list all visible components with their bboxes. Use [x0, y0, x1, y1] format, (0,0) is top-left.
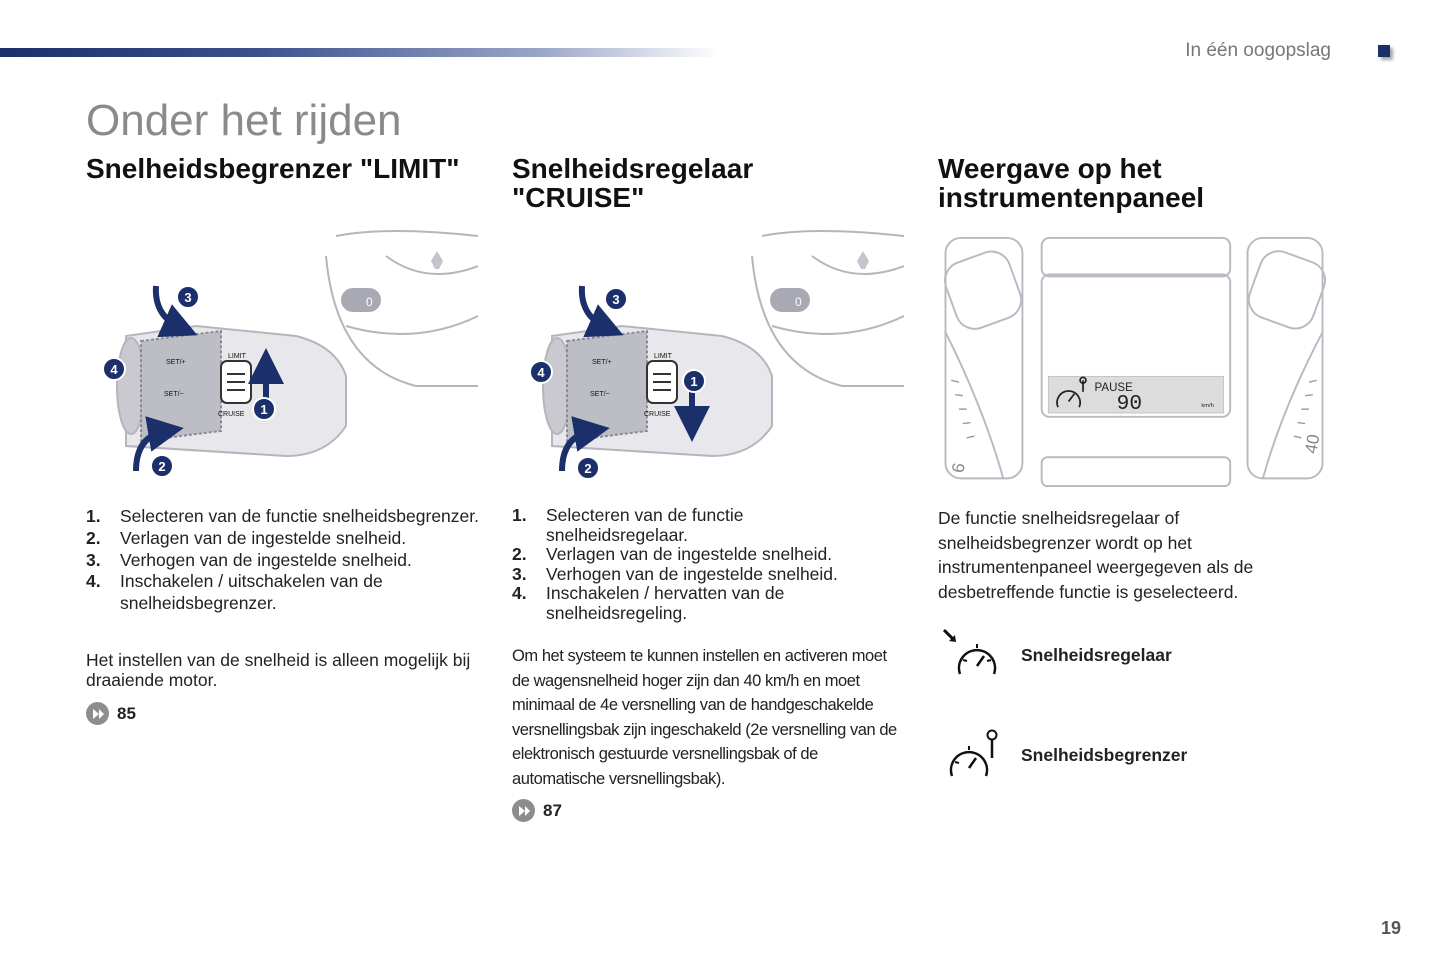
cruise-control-icon	[938, 626, 998, 684]
section-label: In één oogopslag	[1185, 40, 1331, 61]
list-item: 2. Verlagen van de ingestelde snelheid.	[86, 527, 407, 548]
cruise-page-reference[interactable]	[512, 799, 562, 822]
set-minus-label: SET/−	[590, 391, 610, 398]
cruise-column	[512, 153, 907, 820]
list-item: 1. Selecteren van de functie snelheidsbegrenzer.	[86, 506, 479, 526]
header-color-bar	[0, 48, 720, 57]
page-number: 19	[1381, 918, 1402, 938]
callout-1: 1	[690, 374, 698, 389]
dial-right-number: 40	[1300, 432, 1324, 456]
list-item: 3. Verhogen van de ingestelde snelheid.	[512, 563, 838, 584]
limit-ref-page: 85	[117, 703, 136, 723]
list-item: 1. Selecteren van de functie snelheidsregelaar.	[512, 505, 744, 545]
callout-2: 2	[158, 459, 166, 474]
list-item: 2. Verlagen van de ingestelde snelheid.	[512, 544, 833, 564]
lcd-unit: km/h	[1201, 403, 1214, 410]
cruise-steps	[512, 506, 846, 623]
list-item: 3. Verhogen van de ingestelde snelheid.	[86, 549, 412, 570]
peugeot-logo-icon	[431, 251, 443, 269]
rocker-switch	[647, 361, 677, 403]
callout-4: 4	[537, 365, 545, 380]
legend-limiter	[938, 726, 1188, 784]
limit-page-reference[interactable]	[86, 702, 136, 725]
callout-4: 4	[110, 362, 118, 377]
display-column	[938, 153, 1333, 765]
cruise-note: Om het systeem te kunnen instellen en activeren moet de wagensnelheid hoger zijn dan 40 km/h en moet minimaal de 4e versnelling van de handgeschakelde versnellingsbak zijn ingeschakeld (2e versnelling van de elektronisch gestuurde versnellingsbak of de automatische versnellingsbak).	[512, 647, 897, 788]
limit-heading: Snelheidsbegrenzer "LIMIT"	[86, 153, 460, 184]
cruise-stalk-illustration	[512, 226, 904, 488]
limit-label: LIMIT	[654, 353, 672, 360]
limit-label: LIMIT	[228, 353, 246, 360]
rocker-switch	[221, 361, 251, 403]
arrow-down-callout-3	[582, 286, 607, 328]
display-description: De functie snelheidsregelaar of snelheidsbegrenzer wordt op het instrumentenpaneel weergegeven als de desbetreffende functie is geselecteerd.	[938, 508, 1254, 602]
cruise-label: CRUISE	[218, 411, 245, 418]
callout-2: 2	[584, 461, 592, 476]
zero-label: 0	[795, 295, 802, 309]
ignition-key-badge	[770, 288, 810, 312]
set-minus-label: SET/−	[164, 391, 184, 398]
cruise-label: CRUISE	[644, 411, 671, 418]
section-marker	[1378, 45, 1390, 57]
legend-cruise	[938, 626, 1172, 684]
callout-3: 3	[184, 290, 192, 305]
set-plus-label: SET/+	[166, 359, 186, 366]
cruise-ref-page: 87	[543, 800, 562, 820]
page-title: Onder het rijden	[86, 96, 402, 145]
dial-outlines	[940, 238, 1330, 486]
callout-3: 3	[612, 292, 620, 307]
lcd-speed: 90	[1116, 392, 1143, 417]
limit-stalk-illustration	[86, 226, 478, 488]
speed-limiter-icon	[938, 726, 998, 784]
page-reference-icon	[512, 799, 535, 822]
callout-1: 1	[260, 402, 268, 417]
limit-steps	[86, 506, 479, 615]
page-reference-icon	[86, 702, 109, 725]
ignition-key-badge	[341, 288, 381, 312]
display-heading: Weergave op het instrumentenpaneel	[938, 153, 1205, 213]
limit-column	[86, 153, 481, 723]
set-plus-label: SET/+	[592, 359, 612, 366]
cruise-heading: Snelheidsregelaar "CRUISE"	[512, 153, 754, 213]
lcd-status: PAUSE	[1094, 381, 1133, 394]
list-item: 4. Inschakelen / hervatten van de snelheidsregeling.	[512, 583, 785, 623]
legend-limiter-label: Snelheidsbegrenzer	[1021, 744, 1188, 765]
instrument-panel-illustration	[938, 236, 1330, 488]
zero-label: 0	[366, 295, 373, 309]
list-item: 4. Inschakelen / uitschakelen van de snelheidsbegrenzer.	[86, 571, 383, 614]
limit-note: Het instellen van de snelheid is alleen mogelijk bij draaiende motor.	[86, 650, 471, 690]
dial-left-number: 6	[947, 461, 969, 475]
peugeot-logo-icon	[857, 251, 869, 269]
legend-cruise-label: Snelheidsregelaar	[1021, 644, 1172, 665]
